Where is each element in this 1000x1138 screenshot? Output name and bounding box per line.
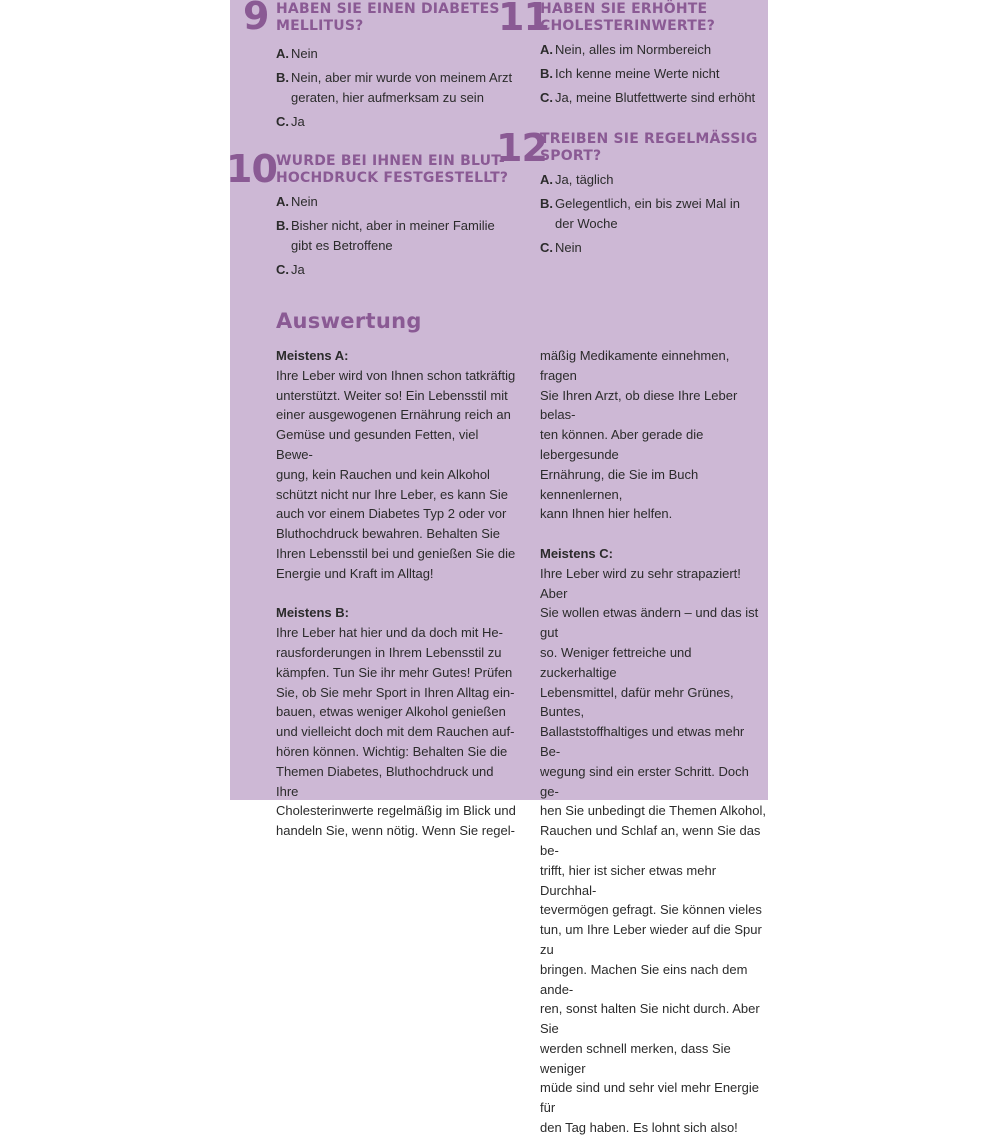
- option-11-a: A. Nein, alles im Normbereich: [540, 42, 712, 57]
- question-number-12: 12: [496, 126, 547, 170]
- text-line: rausforderungen in Ihrem Lebensstil zu: [276, 644, 502, 660]
- question-options-10: [276, 192, 516, 284]
- text-line: tevermögen gefragt. Sie können vieles: [540, 902, 762, 918]
- question-number-9: 9: [243, 0, 269, 38]
- option-9-a: A. Nein: [276, 46, 318, 61]
- text-line: trifft, hier ist sicher etwas mehr Durchhal-: [540, 862, 717, 898]
- evaluation-heading: Meistens C:: [540, 545, 613, 561]
- text-line: Rauchen und Schlaf an, wenn Sie das be-: [540, 823, 761, 858]
- text-line: handeln Sie, wenn nötig. Wenn Sie regel-: [276, 823, 515, 839]
- question-options-9: [276, 44, 516, 136]
- text-line: Ihren Lebensstil bei und genießen Sie die: [276, 545, 516, 561]
- text-line: Sie wollen etwas ändern – und das ist gut: [540, 605, 759, 641]
- option-9-c: C. Ja: [276, 114, 305, 129]
- text-line: hen Sie unbedingt die Themen Alkohol,: [540, 803, 766, 819]
- text-line: bringen. Machen Sie eins nach dem ande-: [540, 961, 748, 997]
- text-line: auch vor einem Diabetes Typ 2 oder vor: [276, 506, 507, 522]
- text-line: Ernährung, die Sie im Buch kennenlernen,: [540, 466, 699, 502]
- text-line: werden schnell merken, dass Sie weniger: [540, 1040, 731, 1076]
- text-line: bauen, etwas weniger Alkohol genießen: [276, 704, 506, 720]
- question-title-9: HABEN SIE EINEN DIABETES MELLITUS?: [276, 1, 500, 34]
- evaluation-heading: Meistens B:: [276, 605, 349, 621]
- text-line: Cholesterinwerte regelmäßig im Blick und: [276, 803, 516, 819]
- option-9-b: B. Nein, aber mir wurde von meinem Arzt geraten, hier aufmerksam zu sein: [276, 70, 513, 105]
- text-line: Themen Diabetes, Bluthochdruck und Ihre: [276, 763, 494, 799]
- text-line: Bluthochdruck bewahren. Behalten Sie: [276, 526, 501, 542]
- text-line: Lebensmittel, dafür mehr Grünes, Buntes,: [540, 684, 734, 720]
- text-line: Ihre Leber hat hier und da doch mit He-: [276, 625, 503, 641]
- question-title-10: WURDE BEI IHNEN EIN BLUT- HOCHDRUCK FESTGESTELLT?: [276, 153, 509, 186]
- text-line: wegung sind ein erster Schritt. Doch ge-: [540, 763, 749, 799]
- text-line: tun, um Ihre Leber wieder auf die Spur zu: [540, 922, 762, 957]
- question-options-12: [540, 170, 765, 262]
- text-line: müde sind und sehr viel mehr Energie für: [540, 1080, 759, 1116]
- text-line: kämpfen. Tun Sie ihr mehr Gutes! Prüfen: [276, 664, 513, 680]
- evaluation-left-column: [276, 346, 516, 841]
- text-line: Ihre Leber wird von Ihnen schon tatkräftig: [276, 367, 516, 383]
- evaluation-right-column: [540, 346, 768, 1138]
- option-11-c: C. Ja, meine Blutfettwerte sind erhöht: [540, 90, 756, 105]
- text-line: Gemüse und gesunden Fetten, viel Bewe-: [276, 427, 479, 462]
- text-line: einer ausgewogenen Ernährung reich an: [276, 407, 511, 423]
- text-line: Ballaststoffhaltiges und etwas mehr Be-: [540, 724, 745, 759]
- question-options-11: [540, 40, 765, 112]
- quiz-page: [226, 0, 768, 1136]
- paragraph-gap: [276, 584, 516, 604]
- text-line: hören können. Wichtig: Behalten Sie die: [276, 743, 508, 759]
- text-line: gung, kein Rauchen und kein Alkohol: [276, 466, 490, 482]
- text-line: so. Weniger fettreiche und zuckerhaltige: [540, 644, 692, 680]
- option-12-b: B. Gelegentlich, ein bis zwei Mal in der Woche: [540, 196, 740, 231]
- text-line: unterstützt. Weiter so! Ein Lebensstil mit: [276, 387, 508, 403]
- text-line: Sie Ihren Arzt, ob diese Ihre Leber belas-: [540, 387, 738, 423]
- evaluation-title: Auswertung: [276, 309, 422, 333]
- text-line: und vielleicht doch mit dem Rauchen auf-: [276, 724, 515, 740]
- question-title-12: TREIBEN SIE REGELMÄSSIG SPORT?: [540, 131, 758, 164]
- question-number-10: 10: [226, 147, 277, 191]
- question-number-11: 11: [498, 0, 549, 39]
- text-line: Ihre Leber wird zu sehr strapaziert! Aber: [540, 565, 741, 601]
- question-title-11: HABEN SIE ERHÖHTE CHOLESTERINWERTE?: [540, 1, 716, 34]
- text-line: ten können. Aber gerade die lebergesunde: [540, 427, 704, 462]
- text-line: Sie, ob Sie mehr Sport in Ihren Alltag ein-: [276, 684, 515, 700]
- option-10-c: C. Ja: [276, 262, 305, 277]
- option-10-a: A. Nein: [276, 194, 318, 209]
- text-line: den Tag haben. Es lohnt sich also!: [540, 1120, 738, 1136]
- option-12-c: C. Nein: [540, 240, 582, 255]
- text-line: schützt nicht nur Ihre Leber, es kann Sie: [276, 486, 508, 502]
- option-10-b: B. Bisher nicht, aber in meiner Familie gibt es Betroffene: [276, 218, 495, 253]
- text-line: mäßig Medikamente einnehmen, fragen: [540, 348, 730, 383]
- text-line: ren, sonst halten Sie nicht durch. Aber Sie: [540, 1001, 760, 1037]
- option-11-b: B. Ich kenne meine Werte nicht: [540, 66, 720, 81]
- text-line: kann Ihnen hier helfen.: [540, 506, 673, 522]
- text-line: Energie und Kraft im Alltag!: [276, 565, 434, 581]
- option-12-a: A. Ja, täglich: [540, 172, 614, 187]
- evaluation-heading: Meistens A:: [276, 348, 349, 363]
- paragraph-gap: [540, 524, 768, 544]
